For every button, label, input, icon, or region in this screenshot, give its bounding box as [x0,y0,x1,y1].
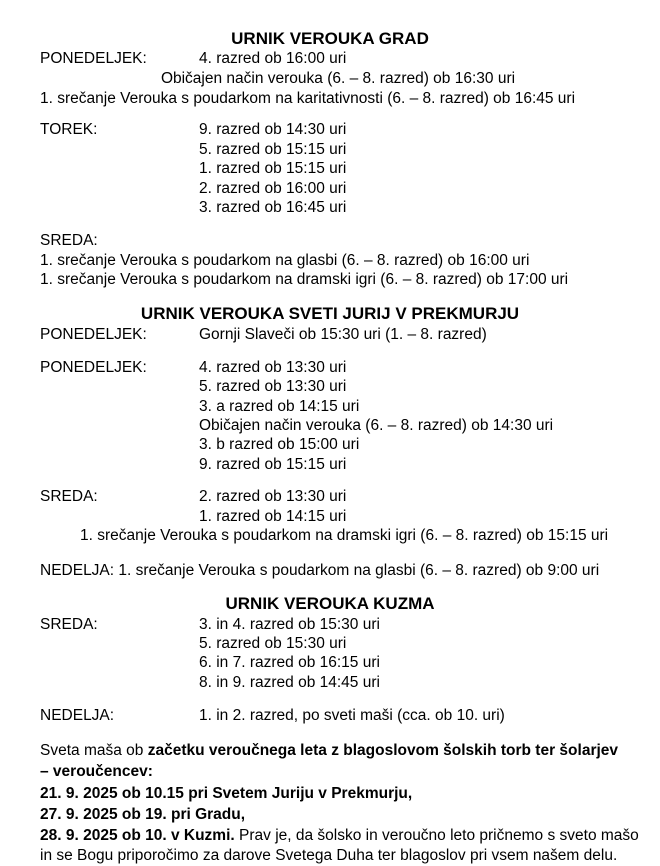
schedule-item: 2. razred ob 13:30 uri [199,488,347,505]
mass-closing [40,826,639,846]
schedule-item: 9. razred ob 15:15 uri [199,456,347,473]
schedule-item: 1. razred ob 15:15 uri [199,160,347,177]
schedule-item: 3. in 4. razred ob 15:30 uri [199,616,380,633]
mass-intro-plain: Sveta maša ob [40,742,148,759]
day-label-ponedeljek: PONEDELJEK: [40,50,147,67]
closing-text-cont: in se Bogu priporočimo za darove Svetega Duha ter blagoslov pri vsem našem delu. [40,847,618,864]
schedule-item: 3. a razred ob 14:15 uri [199,398,360,415]
schedule-item: 8. in 9. razred ob 14:45 uri [199,674,380,691]
schedule-item: 1. srečanje Verouka s poudarkom na karitativnosti (6. – 8. razred) ob 16:45 uri [40,90,576,107]
mass-date: 21. 9. 2025 ob 10.15 pri Svetem Juriju v Prekmurju, [40,785,413,802]
schedule-item: 1. srečanje Verouka s poudarkom na dramski igri (6. – 8. razred) ob 15:15 uri [80,527,609,544]
schedule-item: 3. b razred ob 15:00 uri [199,436,360,453]
schedule-item: 1. razred ob 14:15 uri [199,508,347,525]
day-label-sreda: SREDA: [40,488,98,505]
day-label-torek: TOREK: [40,121,98,138]
schedule-item: 4. razred ob 13:30 uri [199,359,347,376]
schedule-item: Običajen način verouka (6. – 8. razred) ob 14:30 uri [199,417,554,434]
closing-text: Prav je, da šolsko in veroučno leto pričnemo s sveto mašo [234,827,639,844]
schedule-item: 5. razred ob 13:30 uri [199,378,347,395]
section-title-grad: URNIK VEROUKA GRAD [231,29,429,48]
mass-date-last: 28. 9. 2025 ob 10. v Kuzmi. [40,827,235,844]
schedule-item: 5. razred ob 15:15 uri [199,141,347,158]
section-title-jurij: URNIK VEROUKA SVETI JURIJ V PREKMURJU [140,304,520,323]
mass-intro-bold: začetku veroučnega leta z blagoslovom šolskih torb ter šolarjev [147,742,619,759]
day-label-sreda: SREDA: [40,232,98,249]
day-label-ponedeljek: PONEDELJEK: [40,359,147,376]
schedule-item: Običajen način verouka (6. – 8. razred) ob 16:30 uri [160,70,516,87]
schedule-item: 1. in 2. razred, po sveti maši (cca. ob 10. uri) [199,707,505,724]
schedule-item: 1. srečanje Verouka s poudarkom na dramski igri (6. – 8. razred) ob 17:00 uri [40,271,569,288]
schedule-item: 6. in 7. razred ob 16:15 uri [199,654,380,671]
schedule-item: 9. razred ob 14:30 uri [199,121,347,138]
schedule-item: 3. razred ob 16:45 uri [199,199,347,216]
day-label-nedelja: NEDELJA: [40,707,115,724]
schedule-item: 1. srečanje Verouka s poudarkom na glasbi (6. – 8. razred) ob 16:00 uri [40,252,530,269]
day-label-sreda: SREDA: [40,616,98,633]
schedule-item: 4. razred ob 16:00 uri [199,50,347,67]
mass-intro [40,741,618,761]
schedule-item: 5. razred ob 15:30 uri [199,635,347,652]
day-label-ponedeljek: PONEDELJEK: [40,326,147,343]
section-title-kuzma: URNIK VEROUKA KUZMA [225,594,435,613]
schedule-item-nedelja: NEDELJA: 1. srečanje Verouka s poudarkom na glasbi (6. – 8. razred) ob 9:00 uri [40,562,600,579]
schedule-item: 2. razred ob 16:00 uri [199,180,347,197]
schedule-item: Gornji Slaveči ob 15:30 uri (1. – 8. razred) [199,326,487,343]
mass-intro-cont: – veroučencev: [40,763,153,780]
mass-date: 27. 9. 2025 ob 19. pri Gradu, [40,806,246,823]
